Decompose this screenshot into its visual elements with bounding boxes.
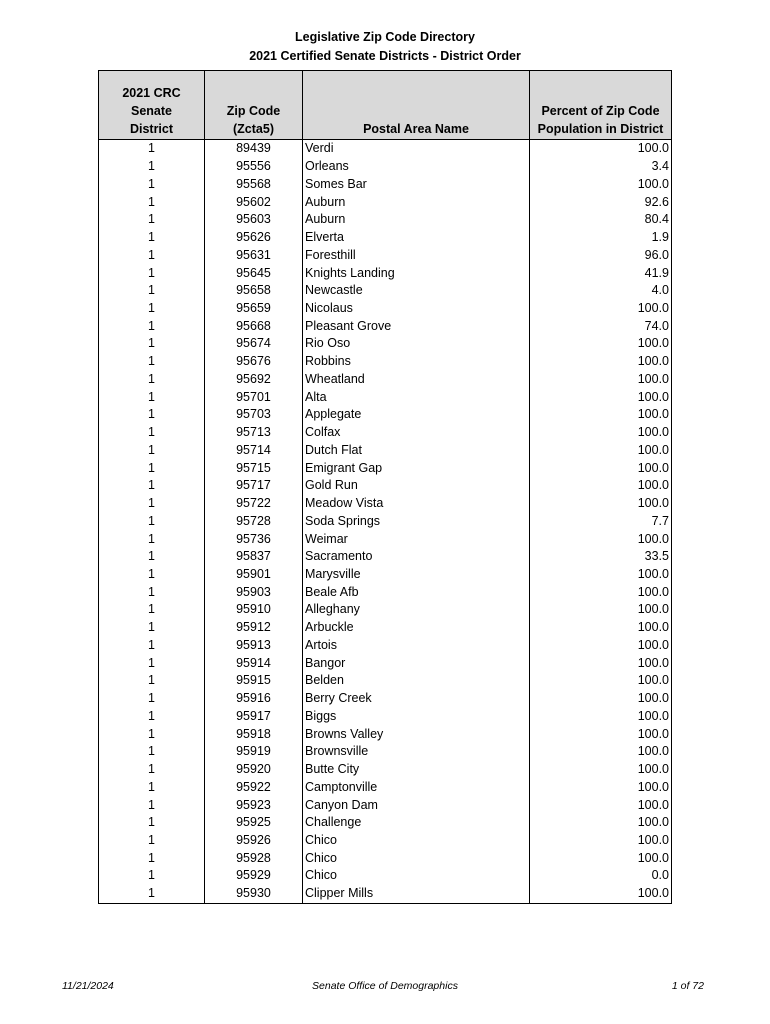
cell-district: 1 [99, 849, 205, 867]
cell-zip: 95926 [205, 832, 303, 850]
cell-percent: 100.0 [530, 388, 672, 406]
cell-district: 1 [99, 637, 205, 655]
cell-percent: 100.0 [530, 814, 672, 832]
district-header-line1: 2021 CRC Senate [122, 86, 181, 118]
cell-zip: 95915 [205, 672, 303, 690]
cell-district: 1 [99, 867, 205, 885]
table-row [99, 867, 672, 885]
cell-postal-area: Foresthill [303, 246, 530, 264]
cell-percent: 100.0 [530, 175, 672, 193]
table-row [99, 725, 672, 743]
cell-zip: 95912 [205, 619, 303, 637]
cell-percent: 100.0 [530, 725, 672, 743]
cell-zip: 95925 [205, 814, 303, 832]
cell-postal-area: Biggs [303, 708, 530, 726]
cell-percent: 100.0 [530, 690, 672, 708]
cell-district: 1 [99, 246, 205, 264]
cell-percent: 7.7 [530, 512, 672, 530]
cell-district: 1 [99, 761, 205, 779]
cell-postal-area: Auburn [303, 193, 530, 211]
cell-district: 1 [99, 264, 205, 282]
table-row [99, 424, 672, 442]
table-row [99, 477, 672, 495]
cell-district: 1 [99, 832, 205, 850]
footer-date: 11/21/2024 [62, 980, 114, 992]
cell-district: 1 [99, 690, 205, 708]
table-row [99, 583, 672, 601]
cell-postal-area: Rio Oso [303, 335, 530, 353]
cell-zip: 95918 [205, 725, 303, 743]
cell-postal-area: Alleghany [303, 601, 530, 619]
cell-percent: 100.0 [530, 424, 672, 442]
cell-zip: 95910 [205, 601, 303, 619]
cell-district: 1 [99, 229, 205, 247]
cell-district: 1 [99, 495, 205, 513]
cell-postal-area: Weimar [303, 530, 530, 548]
table-row [99, 637, 672, 655]
cell-district: 1 [99, 619, 205, 637]
cell-zip: 95659 [205, 300, 303, 318]
cell-percent: 33.5 [530, 548, 672, 566]
cell-zip: 95736 [205, 530, 303, 548]
cell-percent: 100.0 [530, 353, 672, 371]
cell-zip: 95703 [205, 406, 303, 424]
cell-zip: 95722 [205, 495, 303, 513]
table-row [99, 849, 672, 867]
cell-postal-area: Chico [303, 867, 530, 885]
table-row [99, 264, 672, 282]
cell-postal-area: Knights Landing [303, 264, 530, 282]
table-row [99, 441, 672, 459]
cell-postal-area: Elverta [303, 229, 530, 247]
cell-zip: 95717 [205, 477, 303, 495]
cell-district: 1 [99, 672, 205, 690]
percent-header-line1: Percent of Zip Code [541, 104, 660, 118]
cell-percent: 100.0 [530, 885, 672, 903]
cell-percent: 100.0 [530, 335, 672, 353]
cell-postal-area: Belden [303, 672, 530, 690]
cell-district: 1 [99, 317, 205, 335]
column-header-zip: Zip Code (Zcta5) [205, 71, 303, 140]
table-row [99, 619, 672, 637]
cell-percent: 100.0 [530, 406, 672, 424]
cell-zip: 95920 [205, 761, 303, 779]
cell-district: 1 [99, 459, 205, 477]
cell-district: 1 [99, 725, 205, 743]
column-header-percent [530, 71, 672, 140]
cell-percent: 100.0 [530, 832, 672, 850]
column-header-district [99, 71, 205, 140]
cell-district: 1 [99, 743, 205, 761]
cell-percent: 41.9 [530, 264, 672, 282]
cell-percent: 100.0 [530, 371, 672, 389]
cell-percent: 100.0 [530, 672, 672, 690]
cell-postal-area: Browns Valley [303, 725, 530, 743]
cell-postal-area: Chico [303, 849, 530, 867]
cell-postal-area: Applegate [303, 406, 530, 424]
cell-percent: 80.4 [530, 211, 672, 229]
cell-postal-area: Beale Afb [303, 583, 530, 601]
cell-postal-area: Robbins [303, 353, 530, 371]
cell-zip: 95916 [205, 690, 303, 708]
cell-percent: 100.0 [530, 300, 672, 318]
cell-zip: 95603 [205, 211, 303, 229]
cell-district: 1 [99, 796, 205, 814]
cell-district: 1 [99, 566, 205, 584]
cell-district: 1 [99, 885, 205, 903]
table-row [99, 832, 672, 850]
table-row [99, 512, 672, 530]
cell-percent: 100.0 [530, 743, 672, 761]
table-row [99, 282, 672, 300]
table-row [99, 140, 672, 158]
table-row [99, 743, 672, 761]
table-row [99, 495, 672, 513]
cell-district: 1 [99, 530, 205, 548]
footer-office: Senate Office of Demographics [312, 980, 458, 992]
document-title: Legislative Zip Code Directory [295, 30, 475, 44]
cell-district: 1 [99, 424, 205, 442]
cell-percent: 100.0 [530, 637, 672, 655]
cell-zip: 95922 [205, 778, 303, 796]
table-header-row [99, 71, 672, 140]
cell-zip: 95568 [205, 175, 303, 193]
cell-zip: 95715 [205, 459, 303, 477]
table-row [99, 193, 672, 211]
cell-percent: 100.0 [530, 778, 672, 796]
cell-percent: 100.0 [530, 530, 672, 548]
cell-zip: 95930 [205, 885, 303, 903]
cell-postal-area: Bangor [303, 654, 530, 672]
cell-district: 1 [99, 175, 205, 193]
cell-percent: 100.0 [530, 654, 672, 672]
cell-district: 1 [99, 282, 205, 300]
cell-zip: 95645 [205, 264, 303, 282]
cell-postal-area: Chico [303, 832, 530, 850]
cell-postal-area: Meadow Vista [303, 495, 530, 513]
table-row [99, 530, 672, 548]
cell-percent: 100.0 [530, 583, 672, 601]
cell-postal-area: Pleasant Grove [303, 317, 530, 335]
cell-zip: 95913 [205, 637, 303, 655]
cell-district: 1 [99, 512, 205, 530]
column-header-name: Postal Area Name [303, 71, 530, 140]
cell-zip: 95903 [205, 583, 303, 601]
cell-zip: 95658 [205, 282, 303, 300]
cell-postal-area: Wheatland [303, 371, 530, 389]
cell-percent: 1.9 [530, 229, 672, 247]
table-row [99, 388, 672, 406]
table-row [99, 158, 672, 176]
cell-district: 1 [99, 353, 205, 371]
table-row [99, 814, 672, 832]
cell-zip: 95602 [205, 193, 303, 211]
cell-postal-area: Butte City [303, 761, 530, 779]
table-row [99, 654, 672, 672]
table-row [99, 335, 672, 353]
table-row [99, 211, 672, 229]
cell-district: 1 [99, 388, 205, 406]
table-row [99, 175, 672, 193]
table-row [99, 761, 672, 779]
document-header [0, 28, 770, 66]
cell-zip: 95929 [205, 867, 303, 885]
cell-district: 1 [99, 140, 205, 158]
cell-percent: 100.0 [530, 441, 672, 459]
cell-postal-area: Brownsville [303, 743, 530, 761]
cell-postal-area: Arbuckle [303, 619, 530, 637]
cell-postal-area: Newcastle [303, 282, 530, 300]
table-row [99, 885, 672, 903]
cell-percent: 100.0 [530, 601, 672, 619]
cell-postal-area: Marysville [303, 566, 530, 584]
cell-percent: 100.0 [530, 849, 672, 867]
cell-postal-area: Camptonville [303, 778, 530, 796]
cell-postal-area: Gold Run [303, 477, 530, 495]
cell-postal-area: Somes Bar [303, 175, 530, 193]
cell-zip: 95901 [205, 566, 303, 584]
cell-district: 1 [99, 441, 205, 459]
cell-percent: 100.0 [530, 796, 672, 814]
cell-postal-area: Artois [303, 637, 530, 655]
cell-postal-area: Orleans [303, 158, 530, 176]
cell-percent: 100.0 [530, 459, 672, 477]
percent-header-line2: Population in District [537, 122, 664, 136]
cell-postal-area: Alta [303, 388, 530, 406]
cell-district: 1 [99, 654, 205, 672]
zip-code-table [98, 70, 672, 904]
cell-zip: 95919 [205, 743, 303, 761]
cell-district: 1 [99, 371, 205, 389]
cell-percent: 74.0 [530, 317, 672, 335]
cell-district: 1 [99, 211, 205, 229]
table-row [99, 353, 672, 371]
district-header-line2: District [129, 122, 174, 136]
cell-percent: 100.0 [530, 619, 672, 637]
cell-percent: 100.0 [530, 566, 672, 584]
table-row [99, 229, 672, 247]
table-row [99, 690, 672, 708]
cell-postal-area: Auburn [303, 211, 530, 229]
table-row [99, 672, 672, 690]
table-row [99, 601, 672, 619]
cell-postal-area: Berry Creek [303, 690, 530, 708]
cell-percent: 100.0 [530, 761, 672, 779]
cell-postal-area: Colfax [303, 424, 530, 442]
cell-percent: 92.6 [530, 193, 672, 211]
cell-postal-area: Dutch Flat [303, 441, 530, 459]
table-row [99, 566, 672, 584]
table-row [99, 406, 672, 424]
cell-percent: 100.0 [530, 495, 672, 513]
cell-zip: 95714 [205, 441, 303, 459]
footer-page-number: 1 of 72 [671, 980, 704, 992]
cell-district: 1 [99, 548, 205, 566]
cell-postal-area: Emigrant Gap [303, 459, 530, 477]
table-row [99, 300, 672, 318]
cell-district: 1 [99, 814, 205, 832]
cell-postal-area: Nicolaus [303, 300, 530, 318]
cell-zip: 95631 [205, 246, 303, 264]
cell-percent: 100.0 [530, 708, 672, 726]
table-row [99, 796, 672, 814]
cell-district: 1 [99, 601, 205, 619]
cell-zip: 95668 [205, 317, 303, 335]
cell-zip: 95692 [205, 371, 303, 389]
cell-district: 1 [99, 335, 205, 353]
cell-district: 1 [99, 193, 205, 211]
cell-postal-area: Canyon Dam [303, 796, 530, 814]
cell-percent: 0.0 [530, 867, 672, 885]
cell-zip: 95728 [205, 512, 303, 530]
cell-percent: 100.0 [530, 140, 672, 158]
cell-district: 1 [99, 300, 205, 318]
cell-percent: 4.0 [530, 282, 672, 300]
cell-zip: 95701 [205, 388, 303, 406]
cell-district: 1 [99, 708, 205, 726]
cell-zip: 95676 [205, 353, 303, 371]
cell-district: 1 [99, 477, 205, 495]
cell-percent: 3.4 [530, 158, 672, 176]
cell-zip: 95914 [205, 654, 303, 672]
cell-percent: 100.0 [530, 477, 672, 495]
cell-zip: 95626 [205, 229, 303, 247]
cell-postal-area: Verdi [303, 140, 530, 158]
cell-zip: 95917 [205, 708, 303, 726]
table-row [99, 371, 672, 389]
table-row [99, 317, 672, 335]
cell-postal-area: Challenge [303, 814, 530, 832]
table-row [99, 459, 672, 477]
cell-postal-area: Clipper Mills [303, 885, 530, 903]
cell-zip: 95923 [205, 796, 303, 814]
cell-zip: 95556 [205, 158, 303, 176]
table-row [99, 246, 672, 264]
cell-postal-area: Soda Springs [303, 512, 530, 530]
cell-zip: 95713 [205, 424, 303, 442]
cell-percent: 96.0 [530, 246, 672, 264]
cell-district: 1 [99, 778, 205, 796]
cell-zip: 95674 [205, 335, 303, 353]
cell-zip: 95928 [205, 849, 303, 867]
cell-postal-area: Sacramento [303, 548, 530, 566]
table-row [99, 778, 672, 796]
table-row [99, 548, 672, 566]
cell-district: 1 [99, 158, 205, 176]
table-row [99, 708, 672, 726]
cell-zip: 95837 [205, 548, 303, 566]
document-subtitle: 2021 Certified Senate Districts - District Order [249, 49, 521, 63]
cell-zip: 89439 [205, 140, 303, 158]
cell-district: 1 [99, 583, 205, 601]
cell-district: 1 [99, 406, 205, 424]
